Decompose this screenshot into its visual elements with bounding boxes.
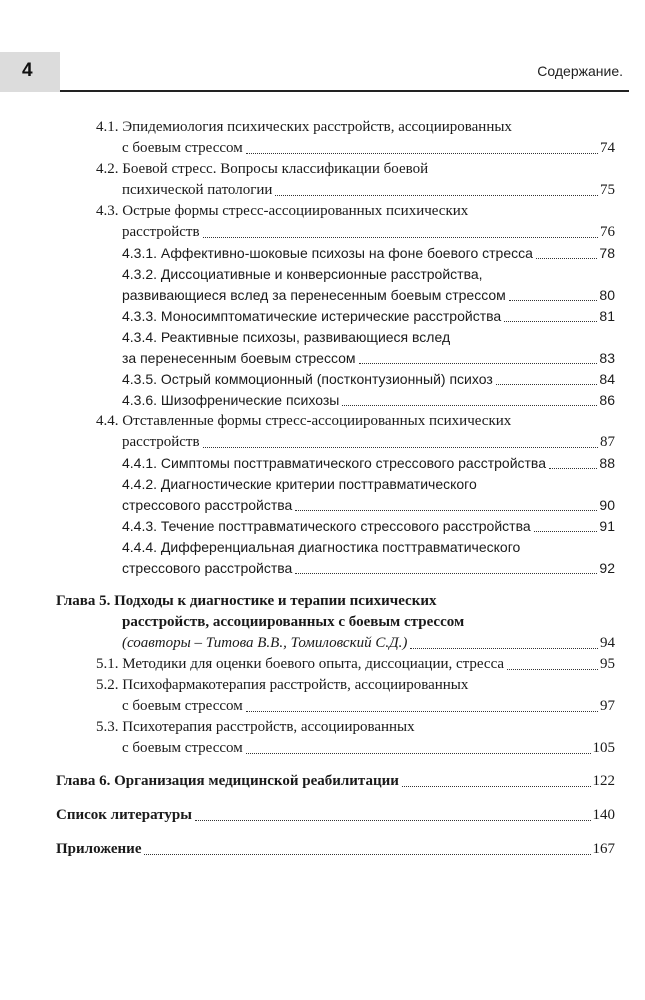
toc-chapter-6[interactable]: Глава 6. Организация медицинской реабилитации 122 [56,773,615,789]
header-rule [60,90,629,92]
page-number: 4 [22,60,33,81]
toc-entry-4-3-3[interactable]: 4.3.3. Моносимптоматические истерические расстройства 81 [122,308,615,324]
toc-entry-4-4-4-line1: 4.4.4. Дифференциальная диагностика посттравматического [122,539,521,555]
toc-entry-4-4-2[interactable]: стрессового расстройства 90 [122,497,615,513]
toc-entry-5-3-line1: 5.3. Психотерапия расстройств, ассоциированных [96,719,415,735]
toc-appendix[interactable]: Приложение 167 [56,841,615,857]
toc-entry-4-1[interactable]: с боевым стрессом 74 [122,140,615,156]
toc-entry-5-3[interactable]: с боевым стрессом 105 [122,740,615,756]
toc-chapter-5[interactable]: (соавторы – Титова В.В., Томиловский С.Д.) 94 [122,635,615,651]
toc-entry-4-3-2-line1: 4.3.2. Диссоциативные и конверсионные расстройства, [122,266,483,282]
toc-entry-4-4[interactable]: расстройств 87 [122,434,615,450]
toc-entry-4-4-3[interactable]: 4.4.3. Течение посттравматического стрессового расстройства 91 [122,518,615,534]
toc-entry-4-3-4[interactable]: за перенесенным боевым стрессом 83 [122,350,615,366]
toc-entry-4-3-4-line1: 4.3.4. Реактивные психозы, развивающиеся вслед [122,329,451,345]
toc-entry-4-4-2-line1: 4.4.2. Диагностические критерии посттравматического [122,476,477,492]
toc-chapter-5-line1: Глава 5. Подходы к диагностике и терапии психических [56,593,437,609]
toc-entry-4-2-line1: 4.2. Боевой стресс. Вопросы классификации боевой [96,161,429,177]
running-head: Содержание. [537,63,623,79]
toc-entry-4-2[interactable]: психической патологии 75 [122,182,615,198]
toc-entry-4-3-5[interactable]: 4.3.5. Острый коммоционный (постконтузионный) психоз 84 [122,371,615,387]
toc-chapter-5-line2: расстройств, ассоциированных с боевым стрессом [122,614,465,630]
toc-entry-4-3[interactable]: расстройств 76 [122,224,615,240]
toc-entry-5-2[interactable]: с боевым стрессом 97 [122,698,615,714]
toc-entry-4-3-1[interactable]: 4.3.1. Аффективно-шоковые психозы на фоне боевого стресса 78 [122,245,615,261]
toc-entry-4-3-2[interactable]: развивающиеся вслед за перенесенным боевым стрессом 80 [122,287,615,303]
toc-bibliography[interactable]: Список литературы 140 [56,807,615,823]
toc-entry-4-4-line1: 4.4. Отставленные формы стресс-ассоциированных психических [96,413,512,429]
toc-entry-5-2-line1: 5.2. Психофармакотерапия расстройств, ассоциированных [96,677,469,693]
toc-entry-4-1-line1: 4.1. Эпидемиология психических расстройств, ассоциированных [96,119,512,135]
toc-entry-4-3-line1: 4.3. Острые формы стресс-ассоциированных психических [96,203,469,219]
toc-entry-5-1[interactable]: 5.1. Методики для оценки боевого опыта, диссоциации, стресса 95 [96,656,615,672]
toc-entry-4-4-1[interactable]: 4.4.1. Симптомы посттравматического стрессового расстройства 88 [122,455,615,471]
toc-entry-4-4-4[interactable]: стрессового расстройства 92 [122,560,615,576]
page-header [0,0,645,92]
toc-entry-4-3-6[interactable]: 4.3.6. Шизофренические психозы 86 [122,392,615,408]
